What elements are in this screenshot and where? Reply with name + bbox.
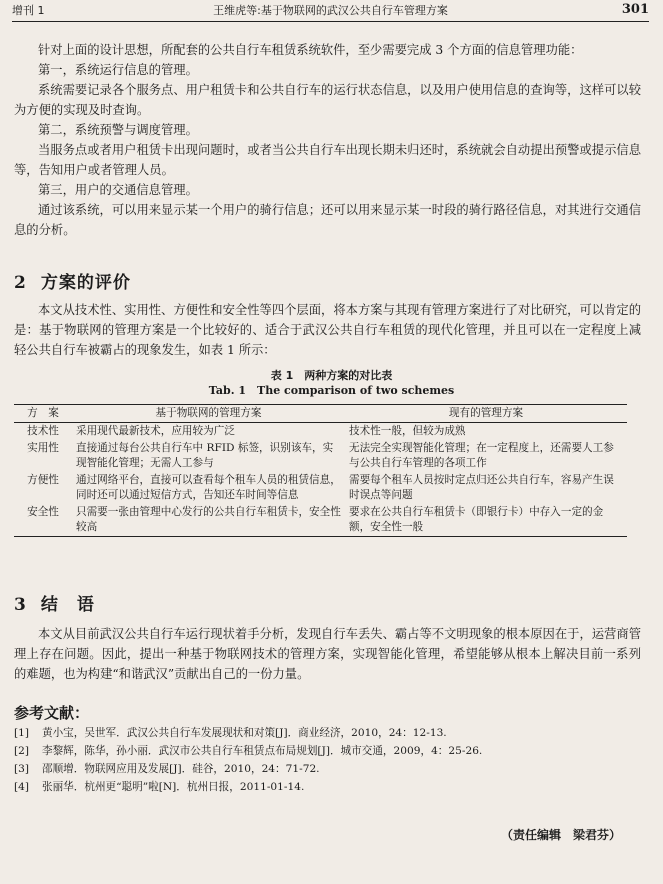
- journal-issue: 增刊 1: [12, 4, 45, 17]
- item3-title: 第三，用户的交通信息管理。: [38, 183, 198, 197]
- item1-text: 系统需要记录各个服务点、用户租赁卡和公共自行车的运行状态信息，以及用户使用信息的查询等，这样可以较为方便的实现及时查询。: [14, 83, 641, 117]
- table-cell: 采用现代最新技术，应用较为广泛: [76, 425, 235, 437]
- table-cell: 无法完全实现智能化管理；在一定程度上，还需要人工参与公共自行车管理的各项工作: [349, 442, 614, 469]
- section-3-heading: [14, 590, 95, 615]
- table-cell: 技术性一般，但较为成熟: [349, 425, 466, 437]
- table-header: 现有的管理方案: [345, 405, 627, 423]
- section-3-paragraph: 本文从目前武汉公共自行车运行现状着手分析，发现自行车丢失、霸占等不文明现象的根本原因在于，运营商管理上存在问题。因此，提出一种基于物联网技术的管理方案，实现智能化管理，希望能够从根本上解决目前一系列的难题，也为构建“和谐武汉”贡献出自己的一份力量。: [14, 627, 641, 681]
- table-caption-en: Tab. 1 The comparison of two schemes: [208, 384, 455, 397]
- section-number: 3: [14, 595, 27, 615]
- reference-text: 李黎辉，陈华，孙小丽．武汉市公共自行车租赁点布局规划[J]．城市交通，2009，4：25-26.: [42, 745, 483, 757]
- item2-text: 当服务点或者用户租赁卡出现问题时，或者当公共自行车出现长期未归还时，系统就会自动提出预警或提示信息等，告知用户或者管理人员。: [14, 143, 641, 177]
- item1-title: 第一，系统运行信息的管理。: [38, 63, 198, 77]
- section-2-paragraph: 本文从技术性、实用性、方便性和安全性等四个层面，将本方案与其现有管理方案进行了对比研究，可以肯定的是：基于物联网的管理方案是一个比较好的、适合于武汉公共自行车租赁的现代化管理，并且可以在一定程度上减轻公共自行车被霸占的现象发生，如表 1 所示：: [14, 303, 641, 357]
- section-title: 方案的评价: [40, 273, 131, 293]
- section-title: 结 语: [40, 595, 95, 615]
- table-cell: 方便性: [27, 474, 59, 486]
- section-number: 2: [14, 273, 27, 293]
- responsible-editor: （责任编辑 梁君芬）: [500, 828, 621, 842]
- reference-item: [14, 724, 643, 742]
- table-caption: [0, 368, 663, 398]
- section-3-body: [14, 624, 641, 684]
- item3-text: 通过该系统，可以用来显示某一个用户的骑行信息；还可以用来显示某一时段的骑行路径信息，对其进行交通信息的分析。: [14, 203, 641, 237]
- running-title: 王维虎等:基于物联网的武汉公共自行车管理方案: [213, 4, 448, 17]
- item2-title: 第二，系统预警与调度管理。: [38, 123, 198, 137]
- table-cell: 安全性: [27, 506, 59, 518]
- table-caption-cn: 表 1 两种方案的对比表: [270, 369, 393, 382]
- reference-item: [14, 778, 643, 796]
- table-cell: 技术性: [27, 425, 59, 437]
- table-header: 方 案: [14, 405, 72, 423]
- table-cell: 直接通过每台公共自行车中 RFID 标签，识别该车，实现智能化管理；无需人工参与: [76, 442, 334, 469]
- table-cell: 只需要一张由管理中心发行的公共自行车租赁卡，安全性较高: [76, 506, 341, 533]
- running-header: [12, 3, 649, 22]
- reference-key: [2]: [14, 745, 30, 757]
- reference-key: [1]: [14, 727, 30, 739]
- table-header-row: [14, 405, 627, 423]
- references-list: [14, 724, 643, 796]
- table-row: [14, 504, 627, 537]
- reference-text: 黄小宝，吴世军．武汉公共自行车发展现状和对策[J]．商业经济，2010，24：12-13.: [42, 727, 447, 739]
- section-2-body: [14, 300, 641, 360]
- reference-text: 邵顺增．物联网应用及发展[J]．硅谷，2010，24：71-72.: [42, 763, 320, 775]
- table-header: 基于物联网的管理方案: [72, 405, 345, 423]
- table-row: [14, 472, 627, 504]
- table-cell: 需要每个租车人员按时定点归还公共自行车，容易产生误时误点等问题: [349, 474, 614, 501]
- reference-text: 张丽华．杭州更“聪明”啦[N]．杭州日报，2011-01-14.: [42, 781, 305, 793]
- references-title: 参考文献：: [14, 704, 90, 722]
- reference-key: [4]: [14, 781, 30, 793]
- intro-body: [14, 40, 641, 240]
- intro-paragraph: 针对上面的设计思想，所配套的公共自行车租赁系统软件，至少需要完成 3 个方面的信息管理功能：: [38, 43, 583, 57]
- section-2-heading: [14, 268, 131, 293]
- table-row: [14, 423, 627, 441]
- page-number: 301: [621, 2, 649, 17]
- table-row: [14, 440, 627, 472]
- table-cell: 实用性: [27, 442, 59, 454]
- reference-key: [3]: [14, 763, 30, 775]
- reference-item: [14, 742, 643, 760]
- table-cell: 通过网络平台，直接可以查看每个租车人员的租赁信息，同时还可以通过短信方式，告知还车时间等信息: [76, 474, 341, 501]
- table-cell: 要求在公共自行车租赁卡（即银行卡）中存入一定的金额，安全性一般: [349, 506, 604, 533]
- comparison-table: [14, 404, 627, 537]
- reference-item: [14, 760, 643, 778]
